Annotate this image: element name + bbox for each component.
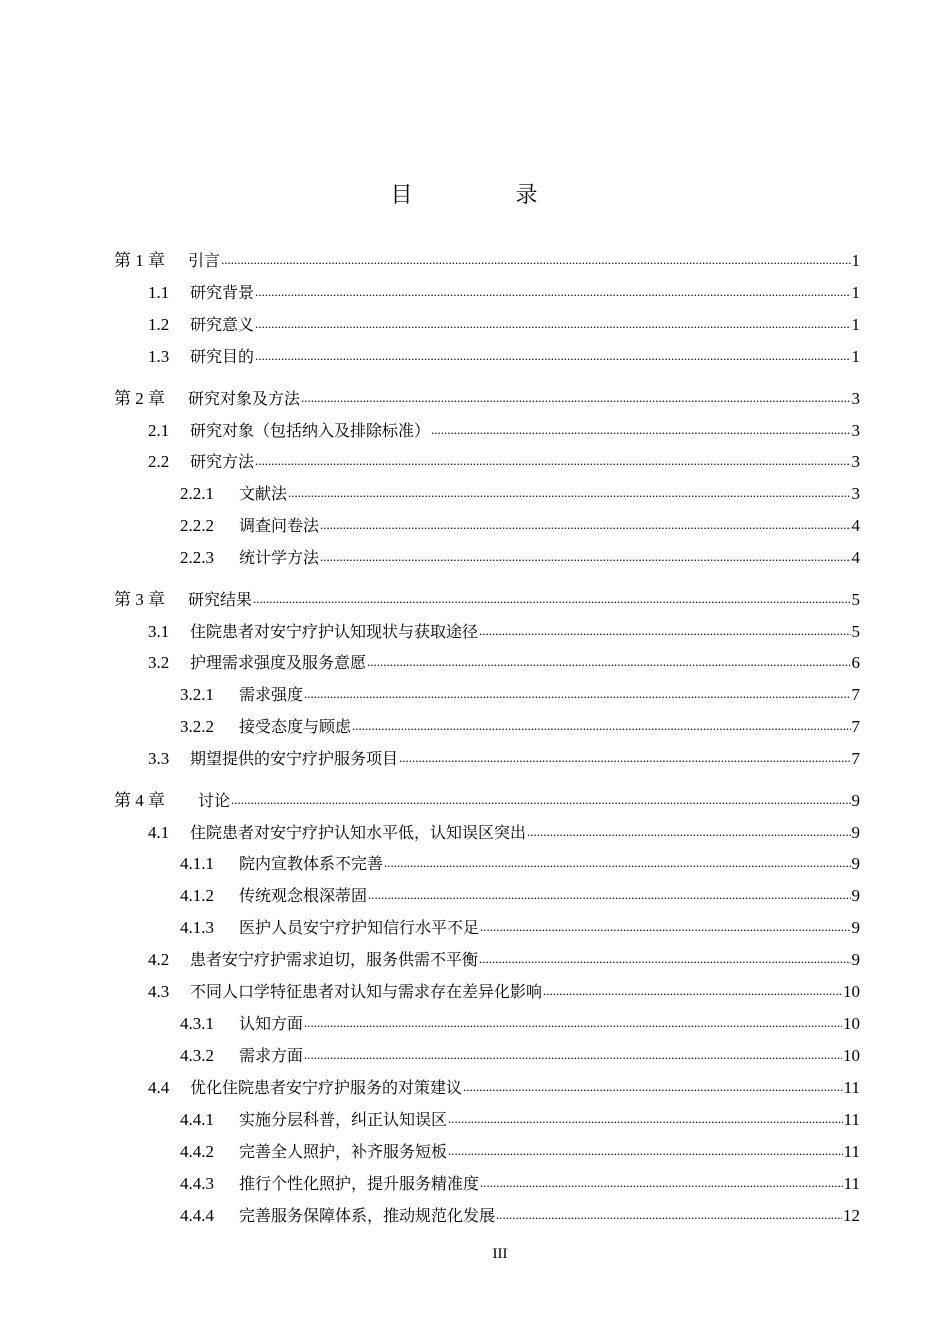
toc-entry-section[interactable] xyxy=(148,650,860,674)
toc-dot-leader xyxy=(320,516,850,534)
toc-entry-label: 不同人口学特征患者对认知与需求存在差异化影响 xyxy=(190,982,543,1001)
toc-dot-leader xyxy=(221,251,850,269)
toc-entry-label: 研究方法 xyxy=(190,452,255,471)
toc-entry-page: 6 xyxy=(851,653,860,672)
toc-dot-leader xyxy=(431,421,850,439)
toc-entry-number: 3.3 xyxy=(148,749,170,768)
toc-entry-number: 2.2.1 xyxy=(180,484,214,503)
toc-entry-number: 2.2.2 xyxy=(180,516,214,535)
toc-entry-page: 7 xyxy=(851,749,860,768)
toc-dot-leader xyxy=(255,347,850,365)
toc-entry-label: 研究结果 xyxy=(188,590,253,609)
toc-entry-label: 研究对象及方法 xyxy=(188,389,301,408)
toc-entry-subsection[interactable] xyxy=(180,545,860,569)
toc-entry-number: 1.1 xyxy=(148,283,170,302)
toc-entry-section[interactable] xyxy=(148,746,860,770)
toc-entry-label: 讨论 xyxy=(198,791,231,810)
toc-entry-label: 研究意义 xyxy=(190,315,255,334)
toc-entry-label: 住院患者对安宁疗护认知现状与获取途径 xyxy=(190,622,479,641)
toc-entry-label: 实施分层科普，纠正认知误区 xyxy=(239,1110,448,1129)
toc-entry-page: 4 xyxy=(851,516,860,535)
toc-dot-leader xyxy=(479,950,850,968)
toc-dot-leader xyxy=(255,452,850,470)
toc-entry-number: 2.2.3 xyxy=(180,548,214,567)
toc-entry-label: 认知方面 xyxy=(239,1014,304,1033)
toc-dot-leader xyxy=(320,548,850,566)
toc-entry-page: 1 xyxy=(851,347,860,366)
toc-entry-label: 医护人员安宁疗护知信行水平不足 xyxy=(239,918,480,937)
toc-entry-subsection[interactable] xyxy=(180,682,860,706)
toc-entry-number: 4.3 xyxy=(148,982,170,1001)
toc-entry-page: 7 xyxy=(851,717,860,736)
toc-dot-leader xyxy=(384,854,850,872)
toc-title: 目 录 xyxy=(390,183,586,208)
toc-entry-page: 11 xyxy=(843,1174,860,1193)
toc-entry-subsection[interactable] xyxy=(180,851,860,875)
toc-entry-label: 统计学方法 xyxy=(239,548,320,567)
toc-entry-number: 4.1.3 xyxy=(180,918,214,937)
toc-entry-number: 4.4.4 xyxy=(180,1206,214,1225)
toc-entry-subsection[interactable] xyxy=(180,1107,860,1131)
toc-entry-page: 10 xyxy=(843,1014,860,1033)
toc-entry-page: 10 xyxy=(843,982,860,1001)
toc-entry-page: 9 xyxy=(851,854,860,873)
toc-dot-leader xyxy=(253,590,850,608)
toc-entry-section[interactable] xyxy=(148,979,860,1003)
toc-entry-label: 患者安宁疗护需求迫切，服务供需不平衡 xyxy=(190,950,479,969)
toc-entry-section[interactable] xyxy=(148,312,860,336)
toc-entry-number: 4.1.1 xyxy=(180,854,214,873)
toc-dot-leader xyxy=(543,982,842,1000)
toc-entry-label: 需求方面 xyxy=(239,1046,304,1065)
toc-entry-label: 完善服务保障体系，推动规范化发展 xyxy=(239,1206,496,1225)
toc-dot-leader xyxy=(304,685,850,703)
toc-entry-number: 4.4.3 xyxy=(180,1174,214,1193)
toc-entry-subsection[interactable] xyxy=(180,1011,860,1035)
toc-entry-page: 9 xyxy=(851,918,860,937)
toc-entry-page: 9 xyxy=(851,886,860,905)
toc-entry-subsection[interactable] xyxy=(180,1171,860,1195)
toc-entry-section[interactable] xyxy=(148,619,860,643)
toc-entry-page: 11 xyxy=(843,1142,860,1161)
toc-entry-section[interactable] xyxy=(148,344,860,368)
toc-dot-leader xyxy=(304,1046,842,1064)
toc-entry-label: 住院患者对安宁疗护认知水平低，认知误区突出 xyxy=(190,823,527,842)
toc-dot-leader xyxy=(480,1174,843,1192)
toc-dot-leader xyxy=(368,886,850,904)
toc-entry-subsection[interactable] xyxy=(180,1139,860,1163)
toc-entry-number: 4.1.2 xyxy=(180,886,214,905)
toc-dot-leader xyxy=(527,823,850,841)
toc-entry-page: 9 xyxy=(851,823,860,842)
toc-entry-label: 院内宣教体系不完善 xyxy=(239,854,384,873)
toc-entry-page: 3 xyxy=(851,421,860,440)
toc-dot-leader xyxy=(367,653,850,671)
toc-entry-number: 3.2 xyxy=(148,653,170,672)
toc-dot-leader xyxy=(399,749,850,767)
toc-dot-leader xyxy=(301,389,850,407)
toc-entry-label: 调查问卷法 xyxy=(239,516,320,535)
toc-entry-section[interactable] xyxy=(148,947,860,971)
toc-entry-number: 2.2 xyxy=(148,452,170,471)
toc-entry-page: 1 xyxy=(851,251,860,270)
toc-entry-subsection[interactable] xyxy=(180,1043,860,1067)
toc-entry-label: 研究目的 xyxy=(190,347,255,366)
toc-entry-label: 研究对象（包括纳入及排除标准） xyxy=(190,421,431,440)
toc-entry-number: 4.3.1 xyxy=(180,1014,214,1033)
toc-entry-page: 3 xyxy=(851,389,860,408)
toc-entry-section[interactable] xyxy=(148,820,860,844)
toc-entry-page: 11 xyxy=(843,1110,860,1129)
toc-entry-number: 第 3 章 xyxy=(114,590,165,609)
toc-entry-page: 9 xyxy=(851,791,860,810)
toc-entry-page: 10 xyxy=(843,1046,860,1065)
toc-dot-leader xyxy=(448,1142,843,1160)
toc-entry-number: 4.2 xyxy=(148,950,170,969)
toc-dot-leader xyxy=(288,484,850,502)
toc-entry-chapter-4[interactable] xyxy=(114,788,860,812)
toc-dot-leader xyxy=(463,1078,843,1096)
toc-entry-number: 1.3 xyxy=(148,347,170,366)
toc-entry-number: 第 1 章 xyxy=(114,251,165,270)
toc-entry-page: 12 xyxy=(843,1206,860,1225)
toc-entry-number: 第 4 章 xyxy=(114,791,165,810)
toc-entry-number: 3.1 xyxy=(148,622,170,641)
toc-entry-page: 4 xyxy=(851,548,860,567)
toc-entry-section[interactable] xyxy=(148,1075,860,1099)
toc-entry-label: 完善全人照护，补齐服务短板 xyxy=(239,1142,448,1161)
toc-entry-page: 3 xyxy=(851,484,860,503)
toc-entry-label: 接受态度与顾虑 xyxy=(239,717,352,736)
toc-entry-number: 2.1 xyxy=(148,421,170,440)
toc-dot-leader xyxy=(231,791,850,809)
toc-entry-page: 7 xyxy=(851,685,860,704)
toc-entry-chapter-3[interactable] xyxy=(114,587,860,611)
toc-entry-chapter-1[interactable] xyxy=(114,248,860,272)
toc-entry-number: 第 2 章 xyxy=(114,389,165,408)
toc-entry-label: 传统观念根深蒂固 xyxy=(239,886,368,905)
toc-dot-leader xyxy=(255,315,850,333)
toc-entry-subsection[interactable] xyxy=(180,714,860,738)
toc-entry-subsection[interactable] xyxy=(180,915,860,939)
toc-entry-number: 3.2.1 xyxy=(180,685,214,704)
toc-entry-page: 3 xyxy=(851,452,860,471)
toc-entry-label: 推行个性化照护，提升服务精准度 xyxy=(239,1174,480,1193)
toc-entry-section[interactable] xyxy=(148,449,860,473)
toc-entry-page: 9 xyxy=(851,950,860,969)
toc-entry-chapter-2[interactable] xyxy=(114,386,860,410)
page-number-footer: III xyxy=(492,1246,508,1262)
toc-dot-leader xyxy=(480,918,850,936)
toc-entry-page: 1 xyxy=(851,315,860,334)
toc-entry-label: 引言 xyxy=(188,251,221,270)
toc-dot-leader xyxy=(448,1110,843,1128)
toc-entry-label: 研究背景 xyxy=(190,283,255,302)
toc-entry-number: 1.2 xyxy=(148,315,170,334)
toc-entry-section[interactable] xyxy=(148,418,860,442)
toc-entry-page: 11 xyxy=(843,1078,860,1097)
toc-entry-label: 优化住院患者安宁疗护服务的对策建议 xyxy=(190,1078,463,1097)
toc-entry-number: 4.4.2 xyxy=(180,1142,214,1161)
toc-dot-leader xyxy=(304,1014,842,1032)
toc-entry-section[interactable] xyxy=(148,280,860,304)
toc-dot-leader xyxy=(352,717,850,735)
toc-dot-leader xyxy=(496,1206,842,1224)
toc-entry-subsection[interactable] xyxy=(180,1203,860,1227)
toc-dot-leader xyxy=(479,622,850,640)
toc-dot-leader xyxy=(255,283,850,301)
toc-entry-label: 文献法 xyxy=(239,484,288,503)
toc-entry-number: 4.3.2 xyxy=(180,1046,214,1065)
toc-entry-number: 4.1 xyxy=(148,823,170,842)
toc-entry-label: 需求强度 xyxy=(239,685,304,704)
toc-entry-subsection[interactable] xyxy=(180,513,860,537)
toc-entry-number: 4.4.1 xyxy=(180,1110,214,1129)
toc-entry-number: 3.2.2 xyxy=(180,717,214,736)
toc-entry-page: 1 xyxy=(851,283,860,302)
toc-entry-subsection[interactable] xyxy=(180,883,860,907)
toc-entry-label: 期望提供的安宁疗护服务项目 xyxy=(190,749,399,768)
toc-entry-number: 4.4 xyxy=(148,1078,170,1097)
toc-entry-page: 5 xyxy=(851,622,860,641)
toc-entry-page: 5 xyxy=(851,590,860,609)
toc-entry-label: 护理需求强度及服务意愿 xyxy=(190,653,367,672)
toc-entry-subsection[interactable] xyxy=(180,481,860,505)
